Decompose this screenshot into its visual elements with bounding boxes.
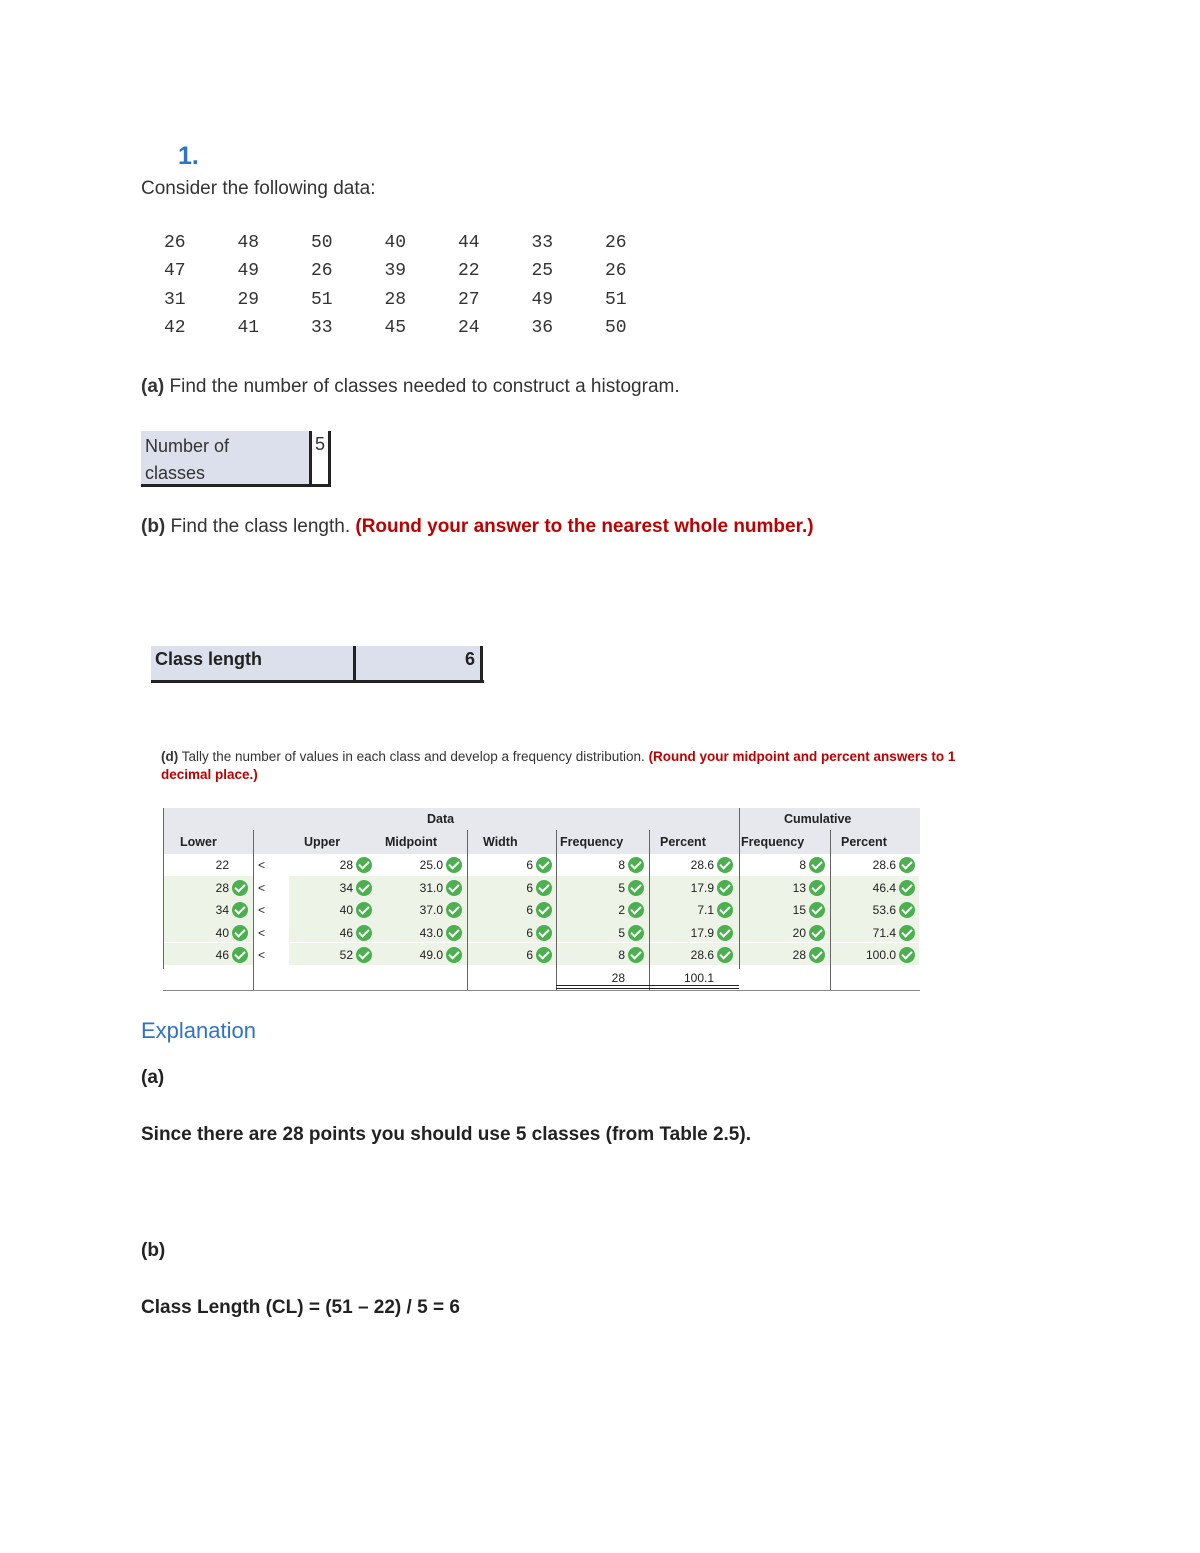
data-value: 25 (531, 261, 554, 282)
part-d-instruction: (Round your midpoint and percent answers to 1 (648, 749, 956, 764)
check-icon (356, 880, 372, 896)
percent-value[interactable]: 17.9 (690, 880, 714, 895)
cumulative-percent-value[interactable]: 46.4 (872, 880, 896, 895)
part-b-text: Find the class length. (170, 516, 351, 537)
upper-value[interactable]: 34 (339, 880, 353, 895)
check-icon (628, 925, 644, 941)
check-icon (809, 857, 825, 873)
number-of-classes-field (141, 431, 331, 487)
check-icon (899, 925, 915, 941)
midpoint-value[interactable]: 43.0 (419, 925, 443, 940)
check-icon (809, 880, 825, 896)
table-border (163, 808, 164, 969)
cumulative-percent-value[interactable]: 71.4 (872, 925, 896, 940)
number-of-classes-label (141, 431, 311, 484)
data-grid (164, 233, 679, 346)
width-value[interactable]: 6 (526, 948, 533, 963)
field-underline (151, 680, 484, 683)
part-a-text: Find the number of classes needed to construct a histogram. (169, 376, 680, 397)
data-value: 49 (531, 289, 554, 310)
header-percent: Percent (660, 835, 706, 849)
explanation-a-text: Since there are 28 points you should use 5 classes (from Table 2.5). (141, 1124, 751, 1145)
header-lower: Lower (180, 835, 217, 849)
data-value: 51 (311, 289, 333, 310)
header-midpoint: Midpoint (385, 835, 438, 849)
data-value: 50 (311, 233, 333, 253)
field-border (480, 646, 483, 683)
frequency-value[interactable]: 5 (618, 880, 625, 895)
field-border (328, 431, 331, 486)
operator-symbol: < (258, 903, 266, 918)
field-label-line: classes (145, 463, 206, 483)
upper-value[interactable]: 40 (339, 903, 353, 918)
explanation-b-label: (b) (141, 1240, 166, 1261)
check-icon (446, 925, 462, 941)
field-divider (353, 646, 356, 683)
question-intro: Consider the following data: (141, 178, 376, 199)
cumulative-frequency-value[interactable]: 20 (792, 925, 806, 940)
data-value: 28 (384, 289, 407, 310)
data-value: 31 (164, 289, 186, 310)
explanation-title: Explanation (141, 1018, 256, 1043)
data-value: 33 (531, 233, 554, 253)
operator-symbol: < (258, 948, 266, 963)
data-value: 45 (384, 317, 407, 338)
upper-value[interactable]: 52 (339, 948, 353, 963)
header-upper: Upper (304, 835, 341, 849)
check-icon (232, 880, 248, 896)
check-icon (356, 857, 372, 873)
data-value: 26 (311, 261, 333, 282)
explanation-a-label: (a) (141, 1067, 165, 1088)
data-value: 41 (237, 317, 260, 338)
data-value: 39 (384, 261, 407, 282)
data-value: 47 (164, 261, 186, 282)
part-d-label: (d) (161, 749, 179, 764)
part-d-text: Tally the number of values in each class and develop a frequency distribution. (181, 749, 645, 764)
check-icon (717, 880, 733, 896)
width-value[interactable]: 6 (526, 903, 533, 918)
table-divider (253, 830, 254, 991)
lower-value[interactable]: 40 (215, 925, 229, 940)
percent-value[interactable]: 17.9 (690, 925, 714, 940)
lower-value: 22 (215, 858, 229, 872)
width-value[interactable]: 6 (526, 880, 533, 895)
table-divider (556, 830, 557, 991)
operator-symbol: < (258, 858, 266, 872)
part-a-question (141, 376, 680, 398)
field-label-line: Number of (145, 436, 230, 456)
cumulative-frequency-value[interactable]: 13 (792, 880, 806, 895)
check-icon (536, 857, 552, 873)
check-icon (899, 857, 915, 873)
check-icon (446, 857, 462, 873)
data-value: 44 (458, 233, 480, 253)
data-row (164, 261, 679, 289)
part-a-label: (a) (141, 376, 165, 397)
data-row (164, 318, 679, 346)
check-icon (356, 925, 372, 941)
midpoint-value[interactable]: 25.0 (419, 858, 443, 872)
data-value: 42 (164, 317, 186, 338)
part-d-question (161, 748, 1061, 784)
frequency-value[interactable]: 8 (618, 948, 625, 963)
lower-value[interactable]: 34 (215, 903, 229, 918)
percent-value[interactable]: 28.6 (690, 948, 714, 963)
operator-symbol: < (258, 880, 266, 895)
cumulative-percent-value[interactable]: 100.0 (865, 948, 896, 963)
check-icon (899, 880, 915, 896)
table-divider (467, 830, 468, 991)
question-number: 1. (178, 142, 199, 170)
data-value: 24 (458, 317, 480, 338)
header-frequency: Frequency (560, 835, 624, 849)
check-icon (628, 880, 644, 896)
frequency-table (163, 808, 920, 991)
percent-value[interactable]: 7.1 (697, 903, 714, 918)
data-row (164, 290, 679, 318)
data-value: 29 (237, 289, 260, 310)
check-icon (232, 925, 248, 941)
data-value: 36 (531, 317, 554, 338)
data-value: 27 (458, 289, 480, 310)
cumulative-frequency-value[interactable]: 28 (792, 948, 806, 963)
group-header-cumulative: Cumulative (784, 812, 852, 826)
frequency-value[interactable]: 2 (618, 903, 625, 918)
data-value: 40 (384, 233, 407, 253)
frequency-value[interactable]: 8 (618, 858, 625, 872)
class-length-input[interactable]: 6 (465, 649, 476, 669)
upper-value[interactable]: 28 (339, 858, 353, 872)
part-d-instruction-cont: decimal place.) (161, 767, 258, 782)
table-divider (649, 830, 650, 991)
total-rule (556, 985, 739, 986)
data-value: 26 (605, 261, 627, 282)
header-width: Width (483, 835, 518, 849)
total-rule (556, 988, 739, 989)
table-bottom-border (163, 990, 920, 991)
check-icon (809, 925, 825, 941)
width-value[interactable]: 6 (526, 925, 533, 940)
total-percent: 100.1 (683, 971, 714, 985)
number-of-classes-input[interactable]: 5 (315, 434, 326, 454)
check-icon (536, 925, 552, 941)
total-frequency: 28 (611, 971, 625, 985)
data-row (164, 233, 679, 261)
explanation-b-text: Class Length (CL) = (51 – 22) / 5 = 6 (141, 1297, 460, 1318)
part-b-question (141, 516, 814, 538)
midpoint-value[interactable]: 31.0 (419, 880, 443, 895)
cumulative-frequency-value[interactable]: 8 (799, 858, 806, 872)
table-divider (830, 830, 831, 991)
midpoint-value[interactable]: 49.0 (419, 948, 443, 963)
group-header-data: Data (427, 812, 455, 826)
lower-value[interactable]: 28 (215, 880, 229, 895)
cumulative-percent-value[interactable]: 53.6 (872, 903, 896, 918)
part-b-label: (b) (141, 516, 166, 537)
check-icon (717, 925, 733, 941)
data-value: 49 (237, 261, 260, 282)
midpoint-value[interactable]: 37.0 (419, 903, 443, 918)
data-value: 48 (237, 233, 260, 253)
part-b-instruction: (Round your answer to the nearest whole number.) (355, 516, 814, 537)
data-value: 22 (458, 261, 480, 282)
operator-symbol: < (258, 925, 266, 940)
check-icon (446, 880, 462, 896)
cumulative-percent-value[interactable]: 28.6 (872, 858, 896, 872)
table-divider (739, 808, 740, 969)
upper-value[interactable]: 46 (339, 925, 353, 940)
check-icon (628, 857, 644, 873)
check-icon (536, 880, 552, 896)
data-value: 26 (164, 233, 186, 253)
field-divider (309, 431, 312, 486)
class-length-field (151, 646, 484, 683)
data-value: 51 (605, 289, 627, 310)
check-icon (717, 857, 733, 873)
width-value[interactable]: 6 (526, 858, 533, 872)
cumulative-frequency-value[interactable]: 15 (792, 903, 806, 918)
lower-value[interactable]: 46 (215, 948, 229, 963)
header-cumulative-percent: Percent (841, 835, 887, 849)
data-value: 26 (605, 233, 627, 253)
field-underline (141, 484, 331, 487)
class-length-label: Class length (155, 649, 263, 669)
data-value: 50 (605, 317, 627, 338)
data-value: 33 (311, 317, 333, 338)
frequency-value[interactable]: 5 (618, 925, 625, 940)
percent-value[interactable]: 28.6 (690, 858, 714, 872)
header-cumulative-frequency: Frequency (741, 835, 805, 849)
